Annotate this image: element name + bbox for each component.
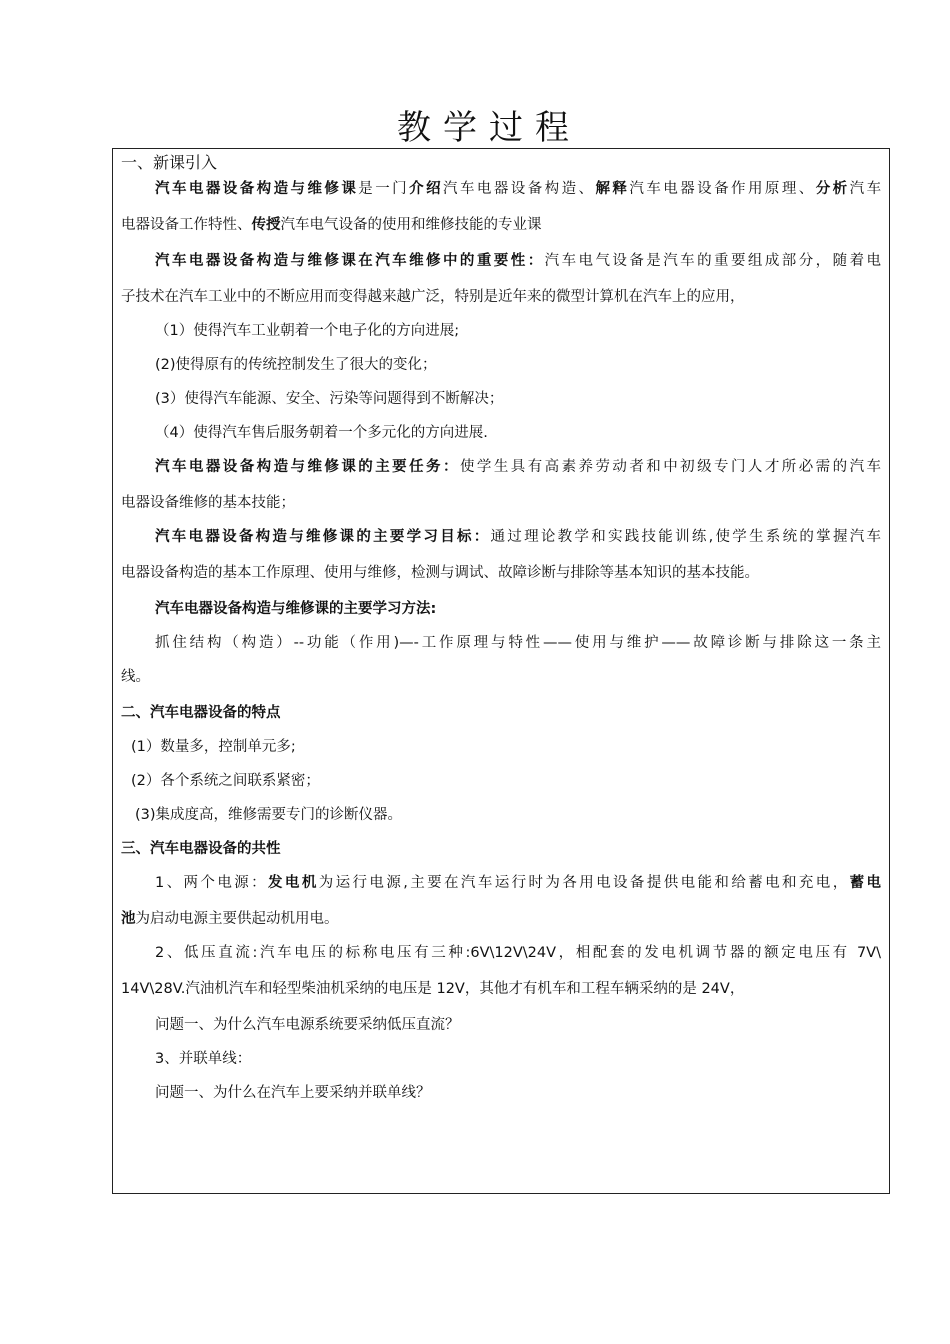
- common-paragraph-2-line-1: 2、低压直流:汽车电压的标称电压有三种:6V\12V\24V，相配套的发电机调节器的额定电压有 7V\: [155, 945, 881, 961]
- question-1: 问题一、为什么汽车电源系统要采纳低压直流？: [155, 1017, 460, 1033]
- common-paragraph-1-line-1: 1、两个电源：发电机为运行电源,主要在汽车运行时为各用电设备提供电能和给蓄电和充电，蓄电: [155, 875, 882, 891]
- intro-paragraph-2-line-1: 汽车电器设备构造与维修课在汽车维修中的重要性：汽车电气设备是汽车的重要组成部分，随着电: [155, 253, 882, 269]
- intro-paragraph-3-line-1: 汽车电器设备构造与维修课的主要任务：使学生具有高素养劳动者和中初级专门人才所必需的汽车: [155, 459, 882, 475]
- intro-paragraph-5-line-1: 抓住结构（构造）--功能（作用)—-工作原理与特性——使用与维护——故障诊断与排除这一条主: [155, 635, 881, 651]
- common-paragraph-2-line-2: 14V\28V.汽油机汽车和轻型柴油机采纳的电压是 12V，其他才有机车和工程车辆采纳的是 24V，: [121, 981, 745, 997]
- intro-paragraph-5-heading: 汽车电器设备构造与维修课的主要学习方法:: [155, 601, 437, 617]
- intro-paragraph-1-line-1: 汽车电器设备构造与维修课是一门介绍汽车电器设备构造、解释汽车电器设备作用原理、分析汽车: [155, 181, 882, 197]
- list-item: (2）各个系统之间联系紧密；: [131, 773, 320, 789]
- section-heading-features: 二、汽车电器设备的特点: [121, 705, 281, 721]
- common-paragraph-3: 3、并联单线：: [155, 1051, 252, 1067]
- intro-paragraph-4-line-1: 汽车电器设备构造与维修课的主要学习目标：通过理论教学和实践技能训练,使学生系统的掌握汽车: [155, 529, 881, 545]
- intro-paragraph-4-line-2: 电器设备构造的基本工作原理、使用与维修，检测与调试、故障诊断与排除等基本知识的基本技能。: [121, 565, 759, 581]
- intro-paragraph-3-line-2: 电器设备维修的基本技能；: [121, 495, 295, 511]
- list-item: (1）数量多，控制单元多;: [131, 739, 296, 755]
- page-title: 教学过程: [397, 108, 581, 148]
- common-paragraph-1-line-2: 池为启动电源主要供起动机用电。: [121, 911, 339, 927]
- list-item: (3)集成度高，维修需要专门的诊断仪器。: [135, 807, 403, 823]
- intro-paragraph-2-line-2: 子技术在汽车工业中的不断应用而变得越来越广泛，特别是近年来的微型计算机在汽车上的应用，: [121, 289, 745, 305]
- content-table-cell: [112, 148, 890, 1194]
- section-heading-common: 三、汽车电器设备的共性: [121, 841, 281, 857]
- list-item: (2)使得原有的传统控制发生了很大的变化；: [155, 357, 437, 373]
- list-item: (3）使得汽车能源、安全、污染等问题得到不断解决；: [155, 391, 504, 407]
- intro-paragraph-1-line-2: 电器设备工作特性、传授汽车电气设备的使用和维修技能的专业课: [121, 217, 542, 233]
- list-item: （1）使得汽车工业朝着一个电子化的方向进展;: [155, 323, 460, 339]
- question-2: 问题一、为什么在汽车上要采纳并联单线？: [155, 1085, 431, 1101]
- intro-paragraph-5-line-2: 线。: [121, 669, 150, 685]
- list-item: （4）使得汽车售后服务朝着一个多元化的方向进展.: [155, 425, 488, 441]
- section-heading-intro: 一、新课引入: [121, 153, 218, 172]
